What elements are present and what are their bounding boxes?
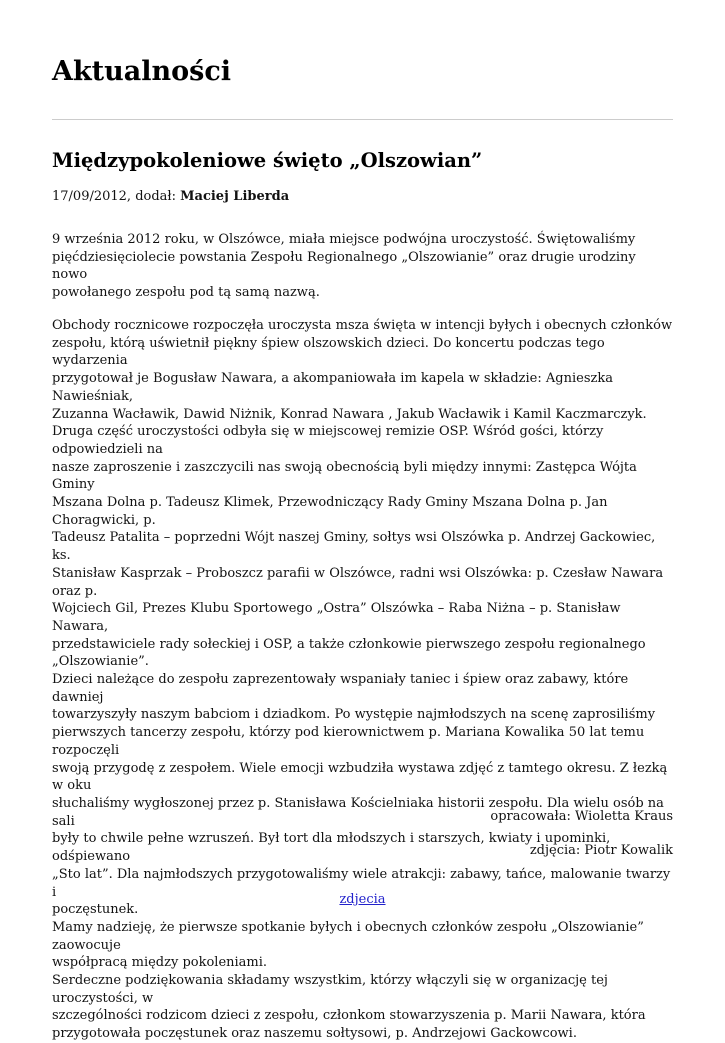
article-date: 17/09/2012, dodał: bbox=[52, 189, 181, 204]
article-body: Obchody rocznicowe rozpoczęła uroczysta msza święta w intencji byłych i obecnych członków zespołu, którą uświetnił piękny śpiew olszowskich dzieci. Do koncertu podczas tego wydarzenia przygotował je Bogusław Nawara, a akompaniowała im kapela w składzie: Agnieszka Nawieśniak, Zuzanna Wacławik, Dawid Niżnik, Konrad Nawara , Jakub Wacławik i Kamil Kaczmarczyk. Druga część uroczystości odbyła się w miejscowej remizie OSP. Wśród gości, którzy odpowiedzieli na nasze zaproszenie i zaszczycili nas swoją obecnością byli między innymi: Zastępca Wójta Gminy Mszana Dolna p. Tadeusz Klimek, Przewodniczący Rady Gminy Mszana Dolna p. Jan Choragwicki, p. Tadeusz Patalita – poprzedni Wójt naszej Gminy, sołtys wsi Olszówka p. Andrzej Gackowiec, ks. Stanisław Kasprzak – Proboszcz parafii w Olszówce, radni wsi Olszówka: p. Czesław Nawara oraz p. Wojciech Gil, Prezes Klubu Sportowego „Ostra” Olszówka – Raba Niżna – p. Stanisław Nawara, przedstawiciele rady sołeckiej i OSP, a także członkowie pierwszego zespołu regionalnego „Olszowianie”. Dzieci należące do zespołu zaprezentowały wspaniały taniec i śpiew oraz zabawy, które dawniej towarzyszyły naszym babciom i dziadkom. Po występie najmłodszych na scenę zaprosiliśmy pierwszych tancerzy zespołu, którzy pod kierownictwem p. Mariana Kowalika 50 lat temu rozpoczęli swoją przygodę z zespołem. Wiele emocji wzbudziła wystawa zdjęć z tamtego okresu. Z łezką w oku słuchaliśmy wygłoszonej przez p. Stanisława Kościelniaka historii zespołu. Dla wielu osób na sali były to chwile pełne wzruszeń. Był tort dla młodszych i starszych, kwiaty i upominki, odśpiewano „Sto lat”. Dla najmłodszych przygotowaliśmy wiele atrakcji: zabawy, tańce, malowanie twarzy i poczęstunek. Mamy nadzieję, że pierwsze spotkanie byłych i obecnych członków zespołu „Olszowianie” zaowocuje współpracą między pokoleniami. Serdeczne podziękowania składamy wszystkim, którzy włączyli się w organizację tej uroczystości, w szczególności rodzicom dzieci z zespołu, członkom stowarzyszenia p. Marii Nawara, która przygotowała poczęstunek oraz naszemu sołtysowi, p. Andrzejowi Gackowcowi. bbox=[52, 318, 673, 1042]
photos-link-container bbox=[0, 891, 725, 909]
photos-link[interactable]: zdjecia bbox=[339, 892, 386, 907]
text-credit: opracowała: Wioletta Kraus bbox=[490, 809, 673, 824]
title-divider bbox=[52, 119, 673, 120]
page-title: Aktualności bbox=[52, 56, 232, 87]
article-intro: 9 września 2012 roku, w Olszówce, miała miejsce podwójna uroczystość. Świętowaliśmy pięćdziesięciolecie powstania Zespołu Regionalnego „Olszowianie” oraz drugie urodziny nowo powołanego zespołu pod tą samą nazwą. bbox=[52, 232, 636, 301]
article-meta bbox=[52, 187, 289, 207]
article-title: Międzypokoleniowe święto „Olszowian” bbox=[52, 149, 483, 172]
article-author: Maciej Liberda bbox=[180, 189, 290, 204]
photo-credit: zdjęcia: Piotr Kowalik bbox=[529, 843, 673, 858]
